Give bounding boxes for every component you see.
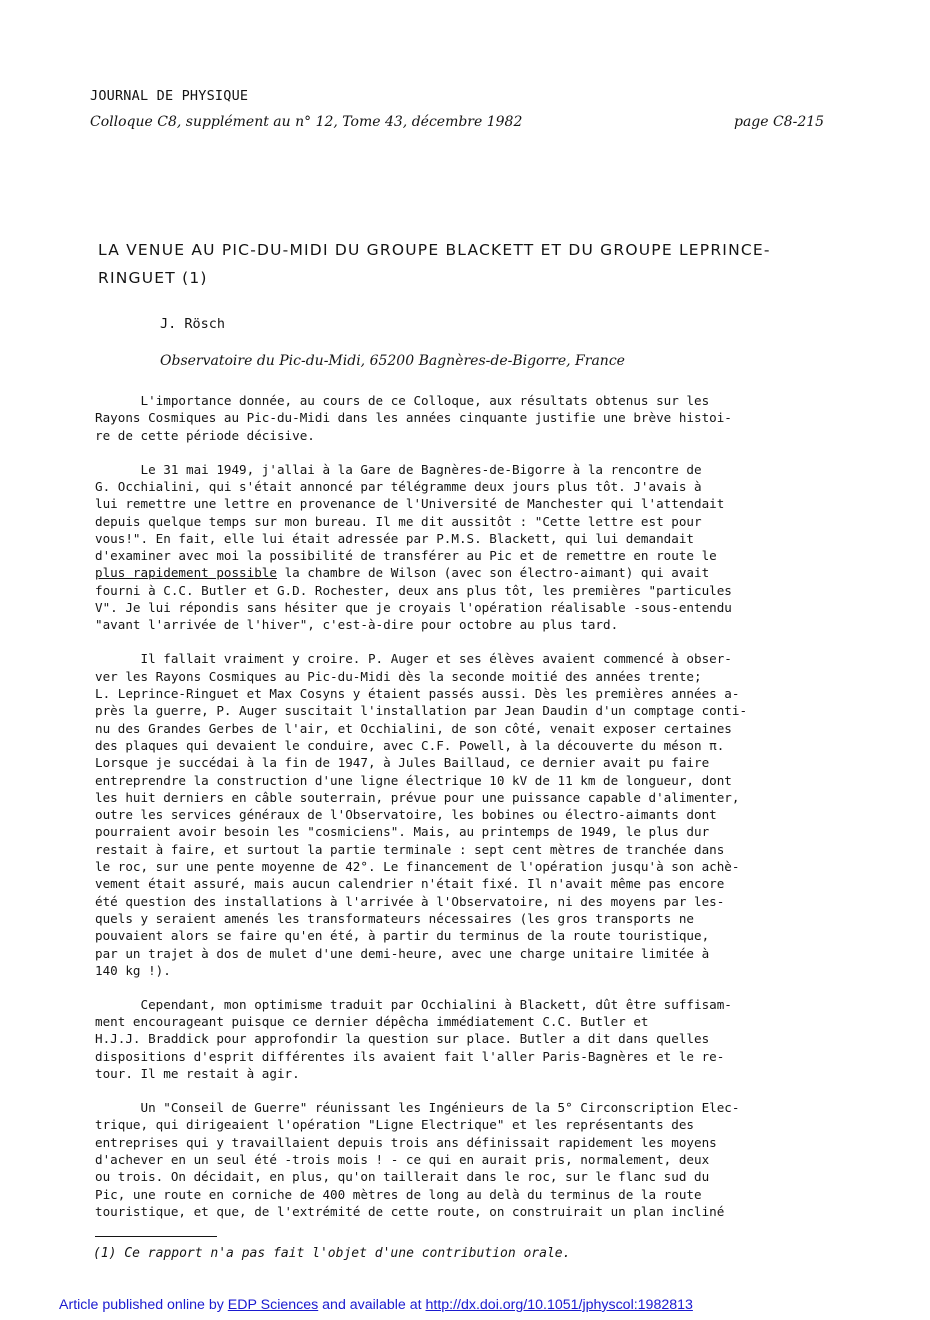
footer-prefix: Article published online by xyxy=(59,1297,228,1313)
text-line: plus rapidement possible la chambre de Wilson (avec son électro-aimant) qui avait xyxy=(95,565,710,581)
text-line: entreprendre la construction d'une ligne électrique 10 kV de 11 km de longueur, dont xyxy=(95,772,732,788)
text-line: d'achever en un seul été -trois mois ! - ce qui en aurait pris, normalement, deux xyxy=(95,1152,710,1168)
text-line: re de cette période décisive. xyxy=(95,427,315,443)
text-line: Lorsque je succédai à la fin de 1947, à Jules Baillaud, ce dernier avait pu faire xyxy=(95,755,710,771)
text-line: trique, qui dirigeaient l'opération "Ligne Electrique" et les représentants des xyxy=(95,1117,694,1133)
text-line: fourni à C.C. Butler et G.D. Rochester, deux ans plus tôt, les premières "particules xyxy=(95,582,732,598)
colloque-info: Colloque C8, supplément au n° 12, Tome 43, décembre 1982 xyxy=(90,114,523,130)
text-line: H.J.J. Braddick pour approfondir la question sur place. Butler a dit dans quelles xyxy=(95,1031,710,1047)
publication-footer xyxy=(59,1297,693,1313)
body-paragraph xyxy=(95,392,855,444)
text-line: Rayons Cosmiques au Pic-du-Midi dans les années cinquante justifie une brève histoi- xyxy=(95,410,732,426)
text-line: entreprises qui y travaillaient depuis trois ans définissait rapidement les moyens xyxy=(95,1134,717,1150)
publisher-link[interactable]: EDP Sciences xyxy=(227,1297,319,1313)
article-title: LA VENUE AU PIC-DU-MIDI DU GROUPE BLACKETT ET DU GROUPE LEPRINCE-RINGUET (1) xyxy=(98,241,771,287)
footnote-divider xyxy=(95,1236,217,1237)
text-line: touristique, et que, de l'extrémité de cette route, on construirait un plan incliné xyxy=(95,1203,725,1219)
text-line: depuis quelque temps sur mon bureau. Il me dit aussitôt : "Cette lettre est pour xyxy=(95,513,702,529)
text-line: Cependant, mon optimisme traduit par Occhialini à Blackett, dût être suffisam- xyxy=(95,996,732,1012)
body-paragraph xyxy=(95,996,855,1082)
text-line: Le 31 mai 1949, j'allai à la Gare de Bagnères-de-Bigorre à la rencontre de xyxy=(95,461,702,477)
text-line: tour. Il me restait à agir. xyxy=(95,1066,300,1082)
doi-link[interactable]: http://dx.doi.org/10.1051/jphyscol:1982813 xyxy=(425,1297,693,1313)
text-line: G. Occhialini, qui s'était annoncé par télégramme deux jours plus tôt. J'avais à xyxy=(95,478,702,494)
text-line: ment encourageant puisque ce dernier dépêcha immédiatement C.C. Butler et xyxy=(95,1014,649,1030)
author-affiliation: Observatoire du Pic-du-Midi, 65200 Bagnères-de-Bigorre, France xyxy=(160,353,625,369)
text-line: des plaques qui devaient le conduire, avec C.F. Powell, à la découverte du méson π. xyxy=(95,737,725,753)
article-body xyxy=(95,392,855,1237)
footnote: (1) Ce rapport n'a pas fait l'objet d'une contribution orale. xyxy=(93,1246,571,1261)
text-line: 140 kg !). xyxy=(95,962,171,978)
text-line: L. Leprince-Ringuet et Max Cosyns y étaient passés aussi. Dès les premières années a- xyxy=(95,686,740,702)
body-paragraph xyxy=(95,1099,855,1220)
text-line: "avant l'arrivée de l'hiver", c'est-à-dire pour octobre au plus tard. xyxy=(95,617,619,633)
text-line: V". Je lui répondis sans hésiter que je croyais l'opération réalisable -sous-entendu xyxy=(95,600,732,616)
text-line: pouvaient alors se faire qu'en été, à partir du terminus de la route touristique, xyxy=(95,928,710,944)
text-line: ou trois. On décidait, en plus, qu'on taillerait dans le roc, sur le flanc sud du xyxy=(95,1169,710,1185)
text-line: dispositions d'esprit différentes ils avaient fait l'aller Paris-Bagnères et le re- xyxy=(95,1048,725,1064)
body-paragraph xyxy=(95,650,855,979)
text-line: ver les Rayons Cosmiques au Pic-du-Midi dès la seconde moitié des années trente; xyxy=(95,668,702,684)
text-line: restait à faire, et surtout la partie terminale : sept cent mètres de tranchée dans xyxy=(95,841,725,857)
text-line: Un "Conseil de Guerre" réunissant les Ingénieurs de la 5° Circonscription Elec- xyxy=(95,1100,740,1116)
text-line: outre les services généraux de l'Observatoire, les bobines ou électro-aimants dont xyxy=(95,807,717,823)
page-number: page C8-215 xyxy=(734,114,825,130)
footer-middle: and available at xyxy=(318,1297,426,1313)
text-line: L'importance donnée, au cours de ce Colloque, aux résultats obtenus sur les xyxy=(95,393,710,408)
text-line: Pic, une route en corniche de 400 mètres de long au delà du terminus de la route xyxy=(95,1186,702,1202)
text-line: vous!". En fait, elle lui était adressée par P.M.S. Blackett, qui lui demandait xyxy=(95,530,694,546)
text-line: le roc, sur une pente moyenne de 42°. Le financement de l'opération jusqu'à son achè- xyxy=(95,859,740,875)
text-line: Il fallait vraiment y croire. P. Auger et ses élèves avaient commencé à obser- xyxy=(95,651,732,667)
text-line: pourraient avoir besoin les "cosmiciens". Mais, au printemps de 1949, le plus dur xyxy=(95,824,710,840)
text-line: été question des installations à l'arrivée à l'Observatoire, ni des moyens par les- xyxy=(95,893,725,909)
text-line: nu des Grandes Gerbes de l'air, et Occhialini, de son côté, venait exposer certaines xyxy=(95,720,732,736)
text-line: par un trajet à dos de mulet d'une demi-heure, avec une charge unitaire limitée à xyxy=(95,945,710,961)
text-line: d'examiner avec moi la possibilité de transférer au Pic et de remettre en route le xyxy=(95,548,717,564)
body-paragraph xyxy=(95,461,855,634)
text-line: lui remettre une lettre en provenance de l'Université de Manchester qui l'attendait xyxy=(95,496,725,512)
underlined-phrase: plus rapidement possible xyxy=(95,565,277,581)
text-line: quels y seraient amenés les transformateurs nécessaires (les gros transports ne xyxy=(95,910,694,926)
text-line: vement était assuré, mais aucun calendrier n'était fixé. Il n'avait même pas encore xyxy=(95,876,725,892)
journal-name: JOURNAL DE PHYSIQUE xyxy=(90,88,249,104)
text-line: les huit derniers en câble souterrain, prévue pour une puissance capable d'alimenter, xyxy=(95,789,740,805)
text-line: près la guerre, P. Auger suscitait l'installation par Jean Daudin d'un comptage conti- xyxy=(95,703,748,719)
author-name: J. Rösch xyxy=(160,316,226,332)
